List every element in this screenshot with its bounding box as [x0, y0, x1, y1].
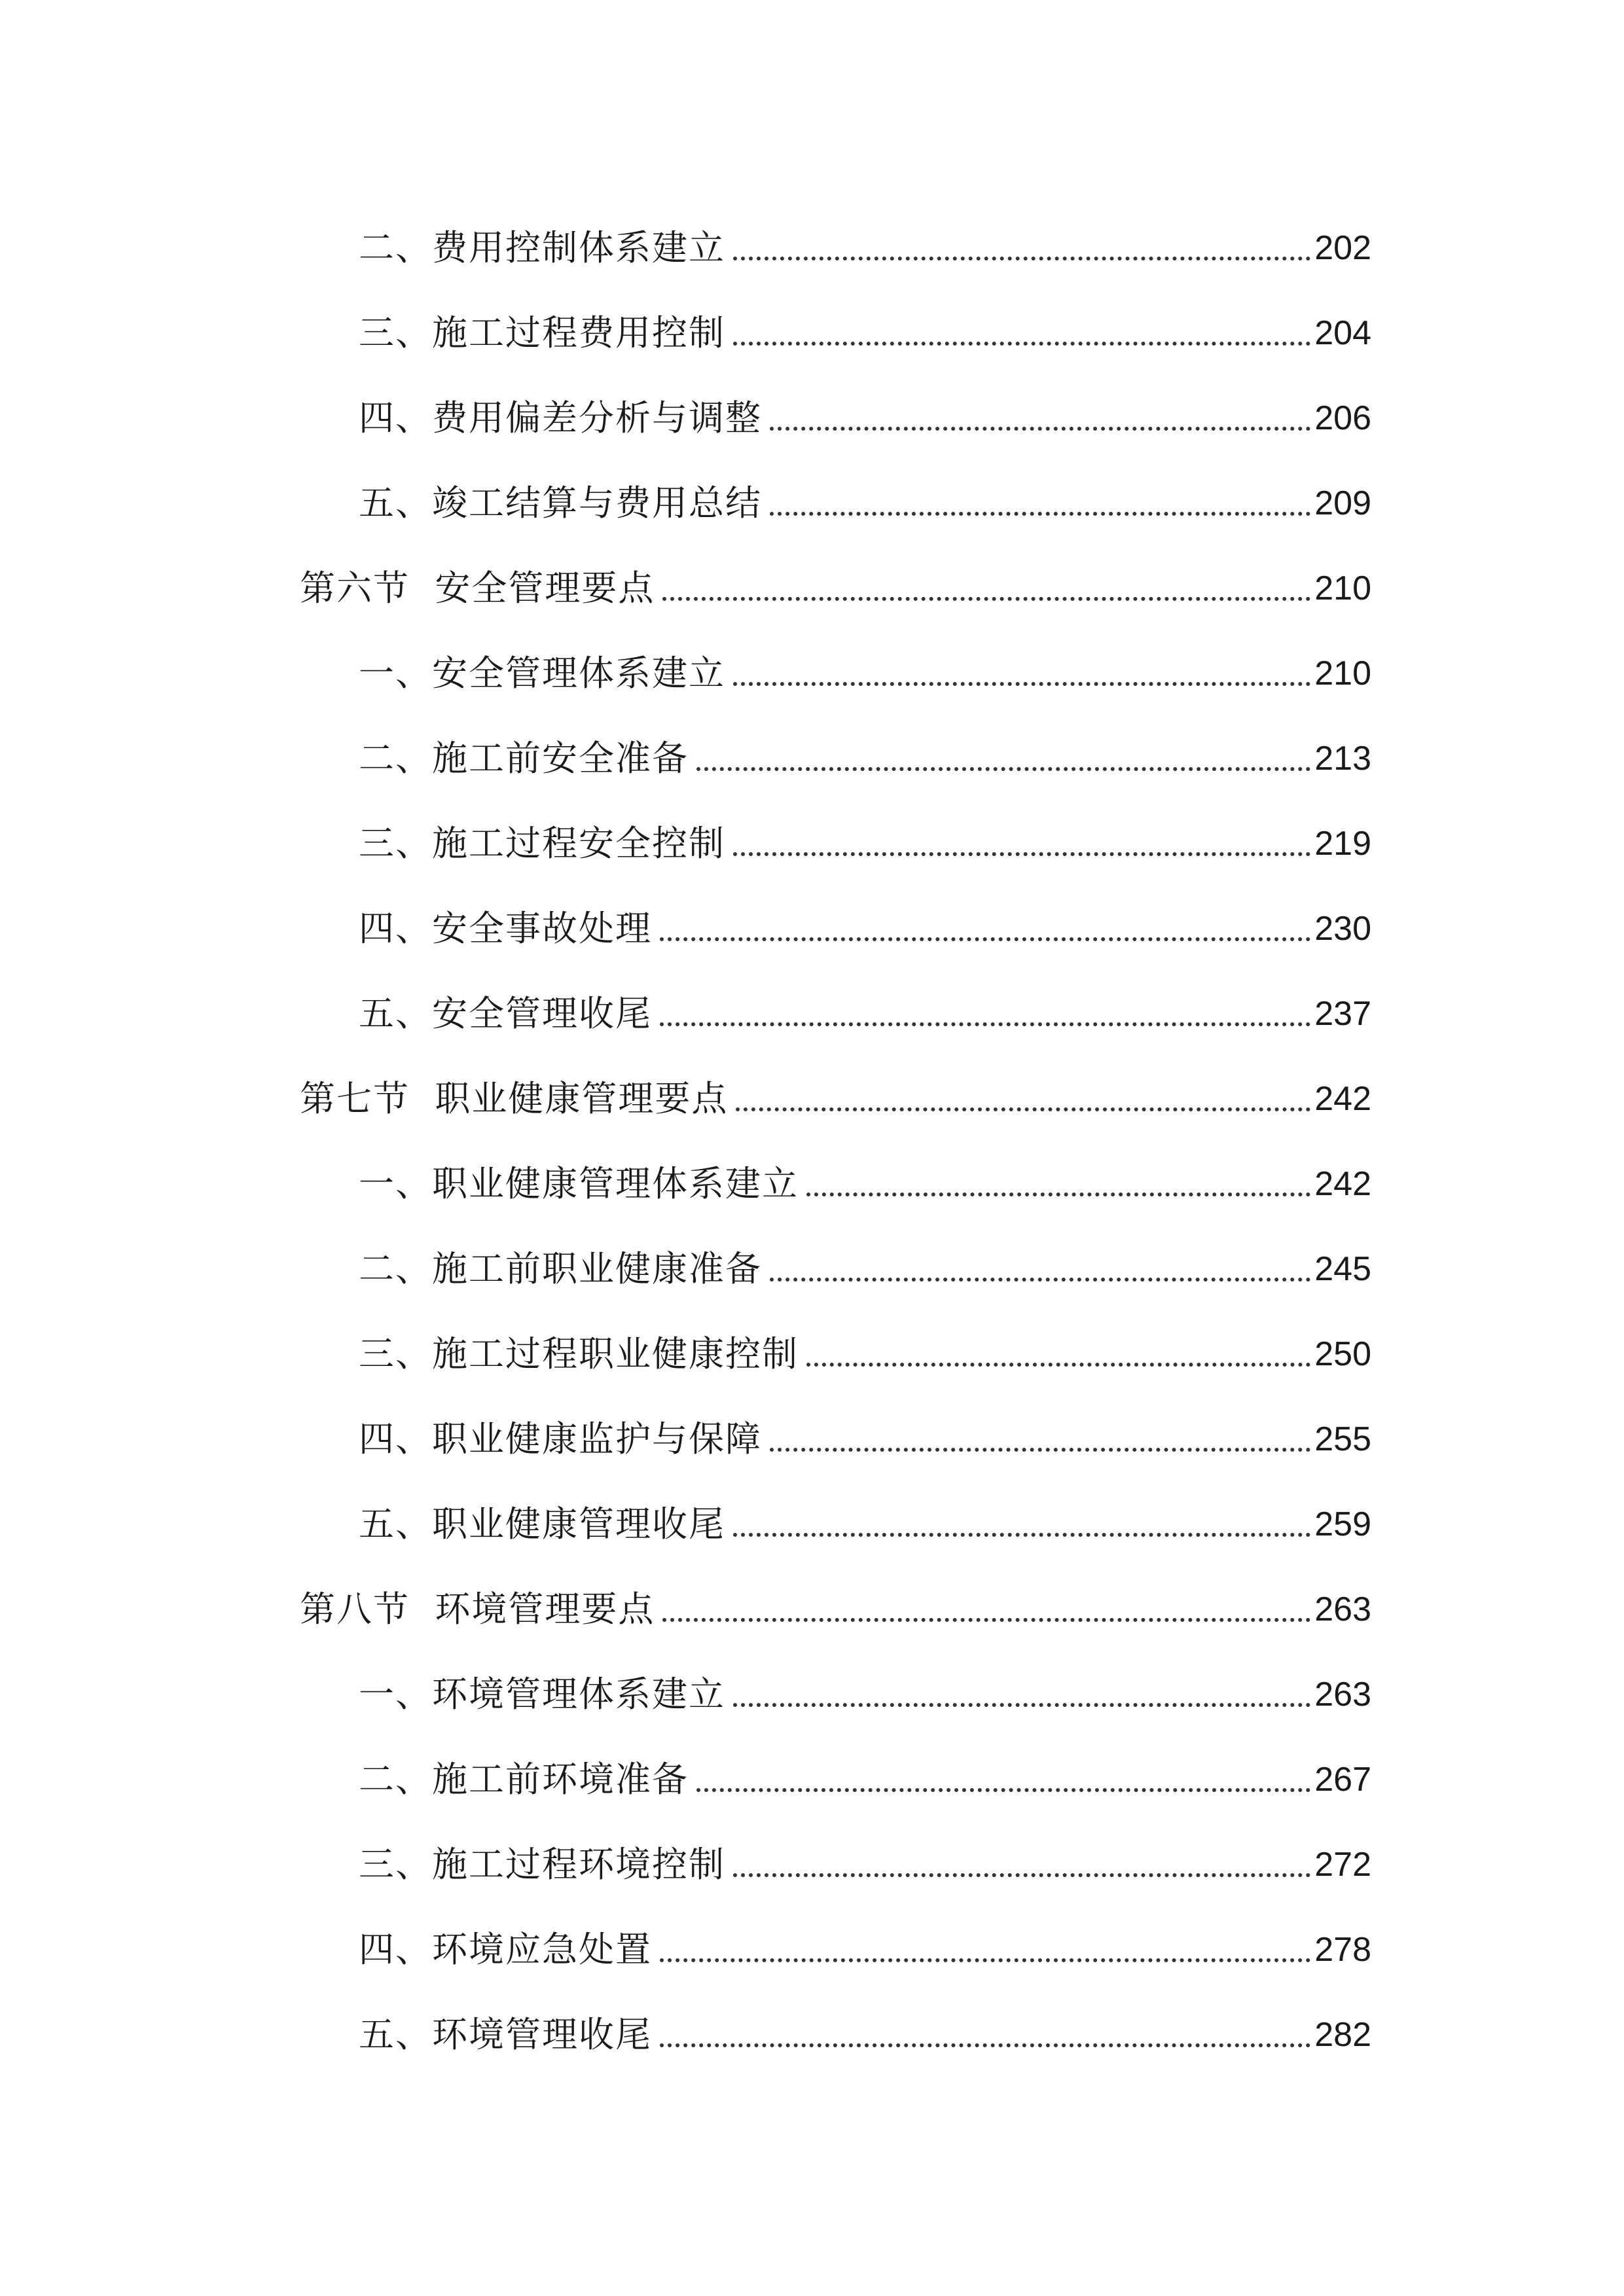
toc-dot-leader [733, 342, 1310, 346]
toc-entry[interactable] [0, 206, 1371, 291]
toc-page-number: 237 [1314, 995, 1371, 1033]
toc-page-number: 267 [1314, 1761, 1371, 1799]
toc-page-number: 259 [1314, 1505, 1371, 1543]
toc-page-number: 263 [1314, 1590, 1371, 1628]
toc-page-number: 263 [1314, 1676, 1371, 1713]
toc-dot-leader [806, 1363, 1310, 1367]
toc-entry-title: 四、安全事故处理 [359, 908, 652, 949]
toc-dot-leader [733, 852, 1310, 856]
toc-entry[interactable] [0, 716, 1371, 801]
toc-dot-leader [733, 1703, 1310, 1707]
toc-page-number: 213 [1314, 740, 1371, 778]
toc-entry-title: 四、环境应急处置 [359, 1929, 652, 1970]
toc-dot-leader [660, 1958, 1310, 1962]
toc-page-number: 272 [1314, 1846, 1371, 1884]
toc-section-entry[interactable] [0, 1567, 1371, 1652]
toc-entry[interactable] [0, 1141, 1371, 1227]
toc-entry[interactable] [0, 1397, 1371, 1482]
toc-page-number: 219 [1314, 825, 1371, 863]
toc-entry[interactable] [0, 1907, 1371, 1992]
toc-entry-title: 五、职业健康管理收尾 [359, 1503, 725, 1545]
toc-dot-leader [696, 767, 1310, 771]
toc-entry[interactable] [0, 1227, 1371, 1312]
toc-entry[interactable] [0, 1652, 1371, 1737]
toc-entry-title: 二、施工前环境准备 [359, 1759, 689, 1800]
toc-dot-leader [733, 1873, 1310, 1877]
toc-entry[interactable] [0, 1822, 1371, 1907]
toc-entry-title: 二、施工前职业健康准备 [359, 1248, 762, 1289]
toc-dot-leader [770, 1448, 1310, 1452]
toc-entry[interactable] [0, 291, 1371, 376]
toc-page-number: 202 [1314, 229, 1371, 267]
toc-entry-title: 一、安全管理体系建立 [359, 653, 725, 694]
toc-section-entry[interactable] [0, 1056, 1371, 1141]
toc-page-number: 206 [1314, 399, 1371, 437]
toc-entry[interactable] [0, 971, 1371, 1056]
toc-entry-title: 三、施工过程职业健康控制 [359, 1333, 799, 1374]
toc-entry-title: 三、施工过程费用控制 [359, 312, 725, 353]
table-of-contents [0, 206, 1624, 2077]
toc-entry-title: 一、职业健康管理体系建立 [359, 1163, 799, 1204]
toc-page-number: 245 [1314, 1250, 1371, 1288]
toc-dot-leader [662, 1618, 1310, 1622]
toc-dot-leader [662, 597, 1310, 601]
toc-entry[interactable] [0, 801, 1371, 886]
toc-page-number: 230 [1314, 910, 1371, 948]
toc-entry[interactable] [0, 631, 1371, 716]
toc-page-number: 282 [1314, 2016, 1371, 2054]
toc-dot-leader [770, 427, 1310, 431]
toc-dot-leader [660, 2043, 1310, 2047]
toc-page-number: 242 [1314, 1080, 1371, 1118]
toc-entry-title: 一、环境管理体系建立 [359, 1674, 725, 1715]
toc-dot-leader [733, 1533, 1310, 1537]
toc-page-number: 278 [1314, 1931, 1371, 1969]
toc-section-entry[interactable] [0, 546, 1371, 631]
toc-page-number: 210 [1314, 569, 1371, 607]
toc-page-number: 250 [1314, 1335, 1371, 1373]
toc-entry-title: 五、竣工结算与费用总结 [359, 482, 762, 524]
toc-dot-leader [806, 1193, 1310, 1196]
toc-dot-leader [770, 512, 1310, 516]
toc-dot-leader [770, 1278, 1310, 1282]
toc-dot-leader [660, 1022, 1310, 1026]
toc-entry[interactable] [0, 1482, 1371, 1567]
toc-entry[interactable] [0, 1737, 1371, 1822]
toc-entry[interactable] [0, 376, 1371, 461]
toc-page-number: 242 [1314, 1165, 1371, 1203]
toc-dot-leader [696, 1788, 1310, 1792]
toc-entry-title: 五、环境管理收尾 [359, 2014, 652, 2055]
toc-entry[interactable] [0, 1312, 1371, 1397]
toc-entry-title: 四、费用偏差分析与调整 [359, 397, 762, 439]
toc-dot-leader [736, 1107, 1310, 1111]
toc-entry-title: 四、职业健康监护与保障 [359, 1418, 762, 1460]
toc-entry-title: 三、施工过程安全控制 [359, 823, 725, 864]
toc-dot-leader [660, 937, 1310, 941]
toc-entry-title: 第六节 安全管理要点 [300, 567, 655, 609]
toc-entry-title: 三、施工过程环境控制 [359, 1844, 725, 1885]
toc-entry[interactable] [0, 886, 1371, 971]
toc-page-number: 255 [1314, 1420, 1371, 1458]
toc-page-number: 210 [1314, 655, 1371, 692]
toc-entry-title: 第七节 职业健康管理要点 [300, 1078, 729, 1119]
toc-entry[interactable] [0, 1992, 1371, 2077]
toc-entry-title: 五、安全管理收尾 [359, 993, 652, 1034]
toc-entry[interactable] [0, 461, 1371, 546]
toc-entry-title: 第八节 环境管理要点 [300, 1588, 655, 1630]
toc-page-number: 204 [1314, 314, 1371, 352]
toc-page-number: 209 [1314, 484, 1371, 522]
toc-entry-title: 二、施工前安全准备 [359, 738, 689, 779]
toc-dot-leader [733, 257, 1310, 260]
toc-dot-leader [733, 682, 1310, 686]
toc-entry-title: 二、费用控制体系建立 [359, 227, 725, 268]
